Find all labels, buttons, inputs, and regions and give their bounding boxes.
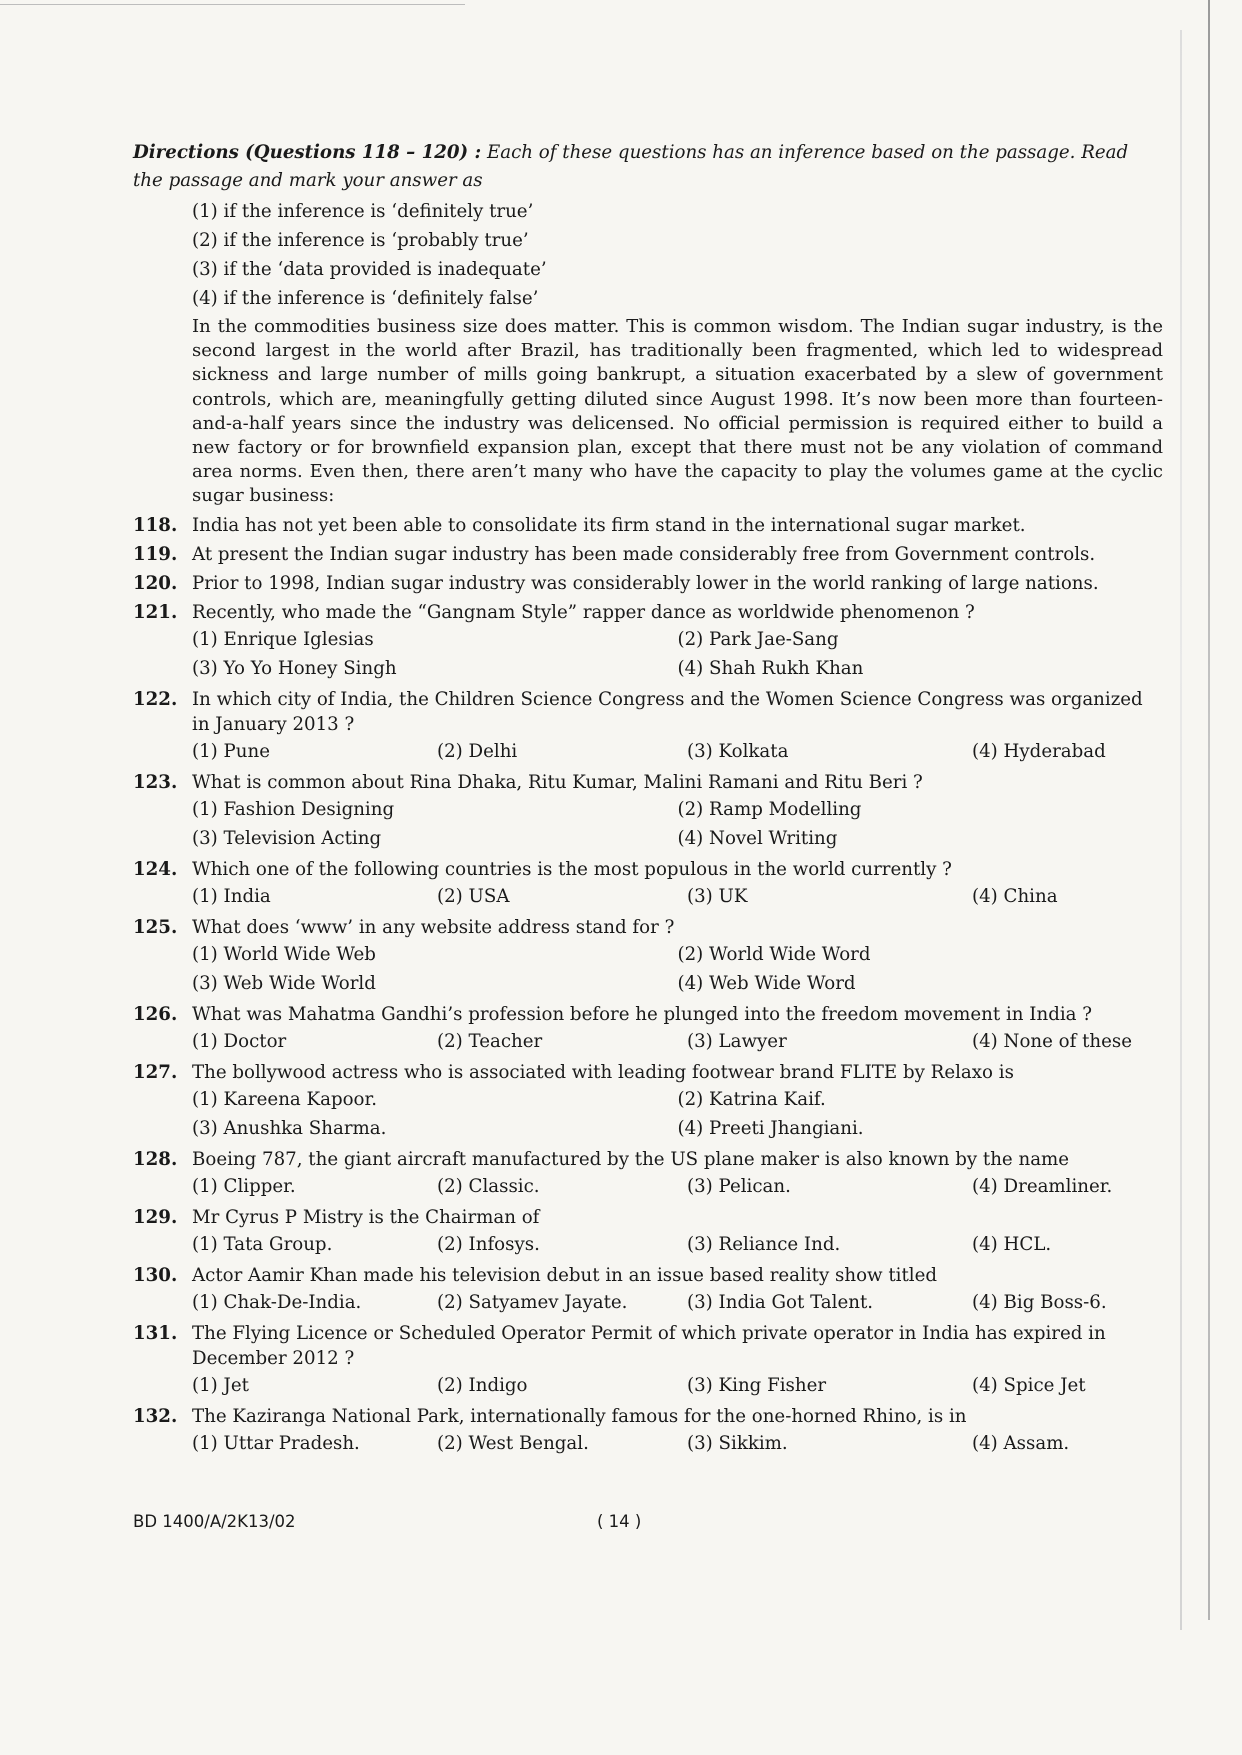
- answer-option: (1) Tata Group.: [192, 1233, 333, 1255]
- question-text: Actor Aamir Khan made his television debut in an issue based reality show titled: [192, 1264, 938, 1286]
- question-text: What was Mahatma Gandhi’s profession before he plunged into the freedom movement in India ?: [192, 1003, 1093, 1025]
- question: [133, 571, 1163, 596]
- question: [133, 1263, 1163, 1288]
- answer-option: (2) Classic.: [437, 1175, 540, 1197]
- directions-options: [192, 197, 1163, 313]
- option-row: [192, 1288, 1163, 1317]
- answer-option: (4) None of these: [972, 1030, 1133, 1052]
- question-text: The Flying Licence or Scheduled Operator Permit of which private operator in India has expired in December 2012 ?: [192, 1322, 1106, 1369]
- answer-option: (2) Indigo: [437, 1374, 528, 1396]
- answer-option: (1) India: [192, 885, 271, 907]
- option-row: [192, 654, 1163, 683]
- question-number: 129.: [133, 1206, 178, 1228]
- answer-option: (3) Pelican.: [687, 1175, 791, 1197]
- option-row: [192, 940, 1163, 969]
- answer-option: (1) Fashion Designing: [192, 798, 395, 820]
- scan-edge-line: [1208, 0, 1210, 1620]
- question-number: 122.: [133, 688, 178, 710]
- answer-option: (2) Satyamev Jayate.: [437, 1291, 628, 1313]
- question-text: Recently, who made the “Gangnam Style” rapper dance as worldwide phenomenon ?: [192, 601, 975, 623]
- option-row: [192, 737, 1163, 766]
- option-row: [192, 1371, 1163, 1400]
- answer-option: (4) Assam.: [972, 1432, 1070, 1454]
- answer-option: (2) World Wide Word: [677, 943, 871, 965]
- directions-text: Each of these questions has an inference based on the passage. Read the passage and mark your answer as: [133, 142, 1129, 191]
- question-number: 121.: [133, 601, 178, 623]
- question: [133, 1321, 1163, 1371]
- answer-option: (3) Web Wide World: [192, 972, 376, 994]
- question: [133, 1205, 1163, 1230]
- content: [133, 139, 1163, 1458]
- top-rule: [0, 4, 465, 5]
- answer-option: (3) Yo Yo Honey Singh: [192, 657, 397, 679]
- question-number: 131.: [133, 1322, 178, 1344]
- answer-option: (1) Clipper.: [192, 1175, 296, 1197]
- page-number: ( 14 ): [597, 1512, 642, 1531]
- question: [133, 600, 1163, 625]
- question-number: 118.: [133, 514, 178, 536]
- passage: In the commodities business size does matter. This is common wisdom. The Indian sugar industry, is the second largest in the world after Brazil, has traditionally been fragmented, which led to widespread sickness and large number of mills going bankrupt, a situation exacerbated by a slew of government controls, which are, meaningfully getting diluted since August 1998. It’s now been more than fourteen-and-a-half years since the industry was delicensed. No official permission is required either to build a new factory or for brownfield expansion plan, except that there must not be any violation of command area norms. Even then, there aren’t many who have the capacity to play the volumes game at the cyclic sugar business:: [192, 316, 1163, 507]
- answer-option: (4) Novel Writing: [677, 827, 838, 849]
- question-number: 120.: [133, 572, 178, 594]
- option-row: [192, 1085, 1163, 1114]
- answer-option: (3) UK: [687, 885, 748, 907]
- question-text: Boeing 787, the giant aircraft manufactured by the US plane maker is also known by the name: [192, 1148, 1070, 1170]
- question-number: 126.: [133, 1003, 178, 1025]
- answer-option: (1) Uttar Pradesh.: [192, 1432, 360, 1454]
- directions-option: (1) if the inference is ‘definitely true’: [192, 201, 534, 222]
- question: [133, 513, 1163, 538]
- answer-option: (4) Big Boss-6.: [972, 1291, 1107, 1313]
- answer-option: (4) China: [972, 885, 1058, 907]
- answer-option: (4) Hyderabad: [972, 740, 1106, 762]
- answer-option: (2) USA: [437, 885, 510, 907]
- booklet-code: BD 1400/A/2K13/02: [133, 1512, 296, 1531]
- answer-option: (2) Park Jae-Sang: [677, 628, 839, 650]
- answer-option: (2) Katrina Kaif.: [677, 1088, 826, 1110]
- answer-option: (3) Sikkim.: [687, 1432, 788, 1454]
- answer-option: (4) Web Wide Word: [677, 972, 856, 994]
- answer-option: (3) King Fisher: [687, 1374, 827, 1396]
- directions-option: (4) if the inference is ‘definitely false’: [192, 288, 539, 309]
- question-text: The Kaziranga National Park, internationally famous for the one-horned Rhino, is in: [192, 1405, 967, 1427]
- option-row: [192, 824, 1163, 853]
- answer-option: (2) West Bengal.: [437, 1432, 589, 1454]
- answer-option: (1) Enrique Iglesias: [192, 628, 374, 650]
- answer-option: (3) Anushka Sharma.: [192, 1117, 387, 1139]
- question-number: 130.: [133, 1264, 178, 1286]
- option-row: [192, 1429, 1163, 1458]
- option-row: [192, 795, 1163, 824]
- question: [133, 857, 1163, 882]
- question: [133, 1060, 1163, 1085]
- answer-option: (1) Doctor: [192, 1030, 287, 1052]
- answer-option: (3) Kolkata: [687, 740, 789, 762]
- question-text: Prior to 1998, Indian sugar industry was considerably lower in the world ranking of large nations.: [192, 572, 1099, 594]
- question: [133, 915, 1163, 940]
- answer-option: (1) World Wide Web: [192, 943, 376, 965]
- option-row: [192, 625, 1163, 654]
- directions-option: (2) if the inference is ‘probably true’: [192, 230, 529, 251]
- question-text: India has not yet been able to consolidate its firm stand in the international sugar market.: [192, 514, 1026, 536]
- directions-option: (3) if the ‘data provided is inadequate’: [192, 259, 547, 280]
- answer-option: (4) Shah Rukh Khan: [677, 657, 864, 679]
- question: [133, 1002, 1163, 1027]
- directions-label: Directions (Questions 118 – 120) :: [133, 142, 482, 163]
- answer-option: (4) HCL.: [972, 1233, 1052, 1255]
- question-number: 127.: [133, 1061, 178, 1083]
- option-row: [192, 969, 1163, 998]
- answer-option: (2) Ramp Modelling: [677, 798, 862, 820]
- answer-option: (2) Teacher: [437, 1030, 543, 1052]
- answer-option: (4) Dreamliner.: [972, 1175, 1113, 1197]
- question: [133, 542, 1163, 567]
- question-text: What does ‘www’ in any website address stand for ?: [192, 916, 675, 938]
- answer-option: (3) Lawyer: [687, 1030, 787, 1052]
- option-row: [192, 882, 1163, 911]
- question-text: Which one of the following countries is the most populous in the world currently ?: [192, 858, 952, 880]
- question-number: 124.: [133, 858, 178, 880]
- answer-option: (1) Kareena Kapoor.: [192, 1088, 377, 1110]
- directions: [133, 139, 1163, 195]
- answer-option: (1) Chak-De-India.: [192, 1291, 362, 1313]
- question-number: 119.: [133, 543, 178, 565]
- question: [133, 770, 1163, 795]
- question-text: In which city of India, the Children Science Congress and the Women Science Congress was organized in January 2013 ?: [192, 688, 1143, 735]
- question-text: The bollywood actress who is associated with leading footwear brand FLITE by Relaxo is: [192, 1061, 1014, 1083]
- question: [133, 687, 1163, 737]
- question: [133, 1404, 1163, 1429]
- answer-option: (3) Television Acting: [192, 827, 382, 849]
- question-number: 132.: [133, 1405, 178, 1427]
- question-text: Mr Cyrus P Mistry is the Chairman of: [192, 1206, 540, 1228]
- question-number: 123.: [133, 771, 178, 793]
- answer-option: (4) Spice Jet: [972, 1374, 1086, 1396]
- answer-option: (2) Delhi: [437, 740, 518, 762]
- option-row: [192, 1230, 1163, 1259]
- scan-edge-shadow: [1180, 30, 1182, 1630]
- answer-option: (4) Preeti Jhangiani.: [677, 1117, 864, 1139]
- answer-option: (3) India Got Talent.: [687, 1291, 874, 1313]
- answer-option: (1) Jet: [192, 1374, 249, 1396]
- question: [133, 1147, 1163, 1172]
- question-text: What is common about Rina Dhaka, Ritu Kumar, Malini Ramani and Ritu Beri ?: [192, 771, 923, 793]
- question-text: At present the Indian sugar industry has been made considerably free from Government controls.: [192, 543, 1096, 565]
- option-row: [192, 1172, 1163, 1201]
- answer-option: (3) Reliance Ind.: [687, 1233, 841, 1255]
- question-number: 125.: [133, 916, 178, 938]
- answer-option: (2) Infosys.: [437, 1233, 540, 1255]
- option-row: [192, 1027, 1163, 1056]
- option-row: [192, 1114, 1163, 1143]
- question-number: 128.: [133, 1148, 178, 1170]
- answer-option: (1) Pune: [192, 740, 270, 762]
